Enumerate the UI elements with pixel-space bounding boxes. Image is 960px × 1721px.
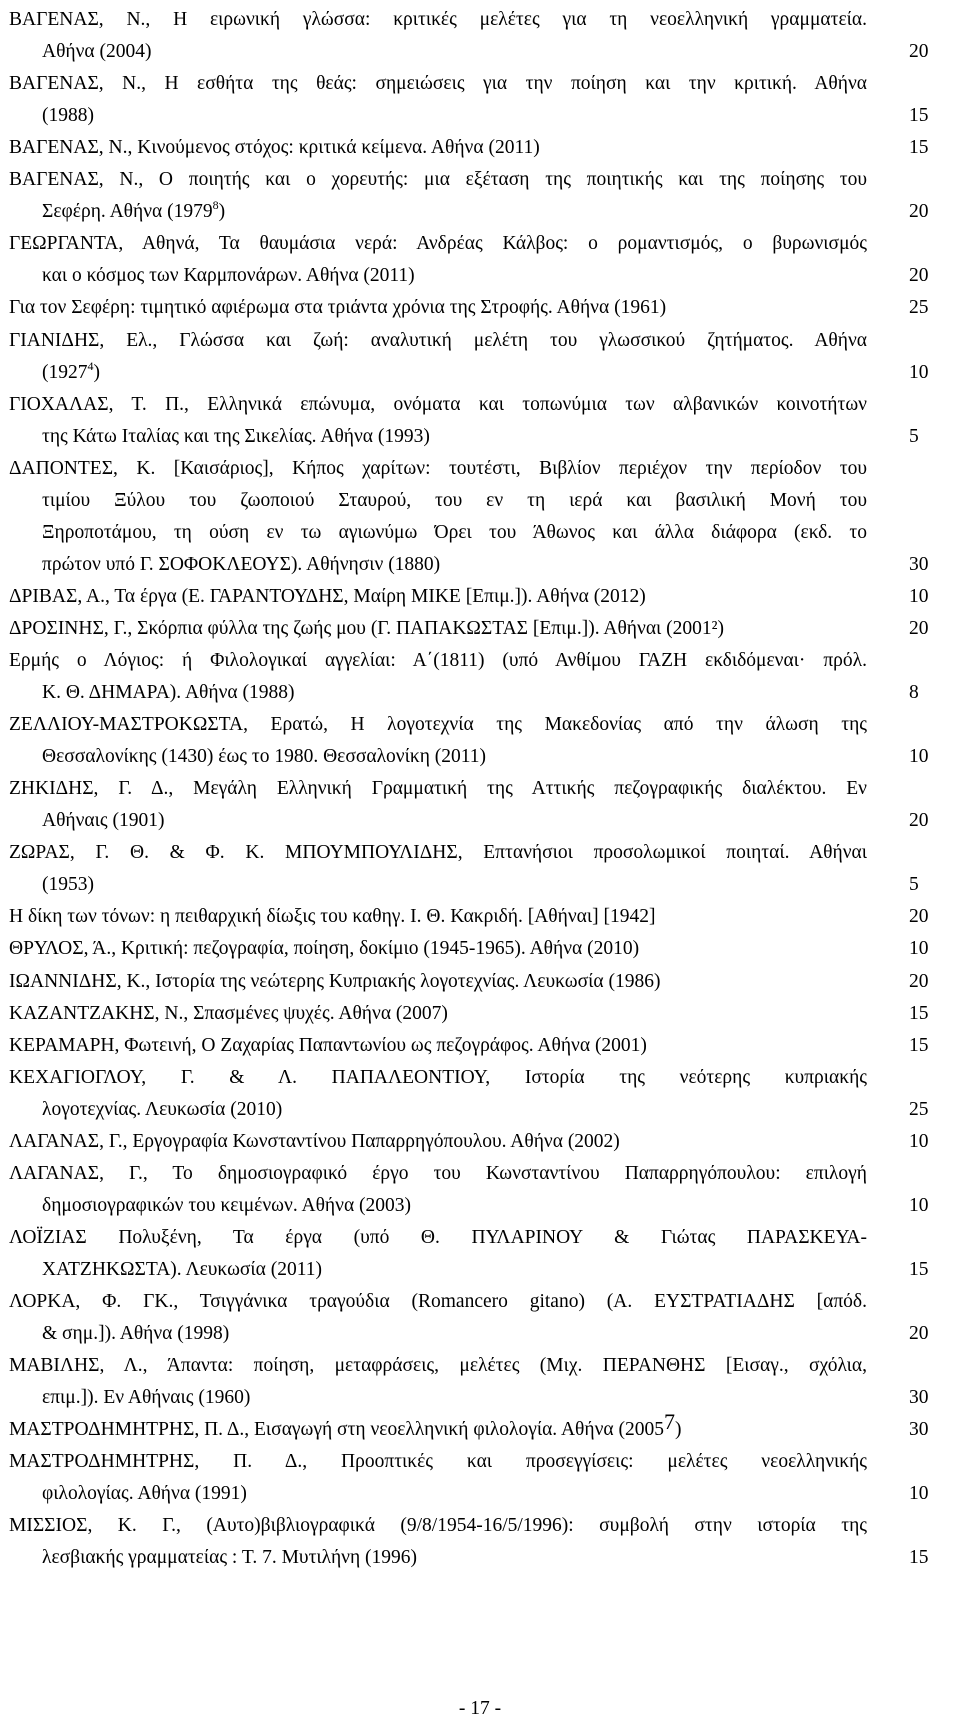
entry-suffix: ): [93, 361, 100, 383]
entry-first-line: [9, 1409, 682, 1447]
entry-continuation-line: [42, 1189, 411, 1223]
entry-continuation-line: [42, 1253, 322, 1287]
entry-first-line: [9, 1445, 867, 1479]
entry-text: ΔΑΠΟΝΤΕΣ, Κ. [Καισάριος], Κήπος χαρίτων: τουτέστι, Βιβλίον περιέχον την περίοδον του: [9, 457, 867, 479]
entry-first-line: [9, 612, 724, 646]
entry-price: 15: [909, 1547, 929, 1569]
entry-price: 15: [909, 1002, 929, 1024]
entry-price: 10: [909, 1194, 929, 1216]
entry-text: ΔΡΙΒΑΣ, Α., Τα έργα (Ε. ΓΑΡΑΝΤΟΥΔΗΣ, Μαίρη ΜΙΚΕ [Επιμ.]). Αθήνα (2012): [9, 585, 646, 607]
entry-text: ΖΗΚΙΔΗΣ, Γ. Δ., Μεγάλη Ελληνική Γραμματική της Αττικής πεζογραφικής διαλέκτου. Εν: [9, 778, 867, 800]
entry-text: της Κάτω Ιταλίας και της Σικελίας. Αθήνα (1993): [42, 425, 430, 447]
entry-text: Αθήνα (2004): [42, 41, 152, 63]
entry-text: ΖΕΛΛΙΟΥ-ΜΑΣΤΡΟΚΩΣΤΑ, Ερατώ, Η λογοτεχνία της Μακεδονίας από την άλωση της: [9, 714, 867, 736]
entry-first-line: [9, 900, 655, 934]
entry-price: 20: [909, 1323, 929, 1345]
entry-continuation-line: [42, 676, 294, 710]
entry-text: ΙΩΑΝΝΙΔΗΣ, Κ., Ιστορία της νεώτερης Κυπριακής λογοτεχνίας. Λευκωσία (1986): [9, 970, 661, 992]
entry-text: λεσβιακής γραμματείας : Τ. 7. Μυτιλήνη (1996): [42, 1547, 418, 1569]
entry-text: ΜΙΣΣΙΟΣ, Κ. Γ., (Αυτο)βιβλιογραφικά (9/8/1954-16/5/1996): συμβολή στην ιστορία της: [9, 1515, 867, 1537]
entry-price: 20: [909, 617, 929, 639]
entry-continuation-line: [42, 516, 867, 550]
entry-first-line: [9, 1509, 867, 1543]
entry-first-line: [9, 644, 867, 678]
entry-price: 20: [909, 201, 929, 223]
entry-text: Για τον Σεφέρη: τιμητικό αφιέρωμα στα τριάντα χρόνια της Στροφής. Αθήνα (1961): [9, 297, 667, 319]
entry-text: Σεφέρη. Αθήνα (1979: [42, 201, 213, 223]
entry-text: Ερμής ο Λόγιος: ή Φιλολογικαί αγγελίαι: Α΄(1811) (υπό Ανθίμου ΓΑΖΗ εκδιδόμεναι· πρόλ.: [9, 650, 867, 671]
entry-text: ΚΑΖΑΝΤΖΑΚΗΣ, Ν., Σπασμένες ψυχές. Αθήνα (2007): [9, 1002, 448, 1024]
entry-suffix: ): [675, 1419, 682, 1441]
entry-text: Κ. Θ. ΔΗΜΑΡΑ). Αθήνα (1988): [42, 682, 295, 704]
entry-first-line: [9, 67, 867, 101]
entry-first-line: [9, 388, 867, 422]
entry-first-line: [9, 3, 867, 37]
entry-price: 25: [909, 297, 929, 319]
entry-text: και ο κόσμος των Καρμπονάρων. Αθήνα (2011): [42, 265, 415, 287]
entry-first-line: [9, 131, 540, 165]
entry-text: (1988): [42, 105, 94, 127]
entry-price: 30: [909, 553, 929, 575]
entry-text: ΓΙΟΧΑΛΑΣ, Τ. Π., Ελληνικά επώνυμα, ονόματα και τοπωνύμια των αλβανικών κοινοτήτων: [9, 393, 867, 415]
entry-text: ΜΑΣΤΡΟΔΗΜΗΤΡΗΣ, Π. Δ., Εισαγωγή στη νεοελληνική φιλολογία. Αθήνα (2005: [9, 1419, 665, 1441]
entry-continuation-line: [42, 484, 867, 518]
entry-first-line: [9, 1157, 867, 1191]
entry-text: δημοσιογραφικών του κειμένων. Αθήνα (2003): [42, 1194, 412, 1216]
edition-superscript: 8: [212, 198, 219, 213]
entry-text: ΛΑΓΑΝΑΣ, Γ., Το δημοσιογραφικό έργο του Κωνσταντίνου Παπαρρηγόπουλου: επιλογή: [9, 1162, 867, 1184]
entry-continuation-line: [42, 99, 94, 133]
entry-continuation-line: [42, 1093, 282, 1127]
entry-continuation-line: [42, 420, 430, 454]
entry-text: Θεσσαλονίκης (1430) έως το 1980. Θεσσαλονίκη (2011): [42, 746, 487, 768]
entry-continuation-line: [42, 1541, 417, 1575]
entry-text: Ξηροποτάμου, τη ούση εν τω αγιωνύμω Όρει του Άθωνος και άλλα διάφορα (εκδ. το: [42, 521, 867, 543]
entry-first-line: [9, 1221, 867, 1255]
entry-price: 10: [909, 746, 929, 768]
entry-price: 5: [909, 425, 919, 447]
entry-price: 10: [909, 938, 929, 960]
entry-first-line: [9, 227, 867, 261]
entry-text: ΚΕΧΑΓΙΟΓΛΟΥ, Γ. & Λ. ΠΑΠΑΛΕΟΝΤΙΟΥ, Ιστορία της νεότερης κυπριακής: [9, 1066, 867, 1088]
entry-text: ΓΕΩΡΓΑΝΤΑ, Αθηνά, Τα θαυμάσια νερά: Ανδρέας Κάλβος: ο ρομαντισμός, ο βυρωνισμός: [9, 233, 867, 255]
entry-suffix: ): [218, 201, 226, 223]
entry-first-line: [9, 324, 867, 358]
entry-price: 20: [909, 265, 929, 287]
entry-text: (1927: [42, 361, 88, 383]
entry-text: ΒΑΓΕΝΑΣ, Ν., Η ειρωνική γλώσσα: κριτικές μελέτες για τη νεοελληνική γραμματεία.: [9, 9, 867, 30]
entry-text: ΘΡΥΛΟΣ, Ά., Κριτική: πεζογραφία, ποίηση, δοκίμιο (1945-1965). Αθήνα (2010): [9, 938, 640, 960]
entry-first-line: [9, 452, 867, 486]
edition-superscript: 7: [664, 1409, 676, 1435]
entry-text: (1953): [42, 874, 94, 896]
entry-text: ΖΩΡΑΣ, Γ. Θ. & Φ. Κ. ΜΠΟΥΜΠΟΥΛΙΔΗΣ, Επτανήσιοι προσολωμικοί ποιηταί. Αθήναι: [9, 842, 867, 864]
entry-price: 15: [909, 1034, 929, 1056]
entry-text: φιλολογίας. Αθήνα (1991): [42, 1483, 247, 1505]
entry-text: ΒΑΓΕΝΑΣ, Ν., Ο ποιητής και ο χορευτής: μια εξέταση της ποιητικής και της ποίησης του: [9, 169, 867, 191]
entry-first-line: [9, 1285, 867, 1319]
entry-text: Αθήναις (1901): [42, 810, 165, 832]
entry-text: πρώτον υπό Γ. ΣΟΦΟΚΛΕΟΥΣ). Αθήνησιν (1880): [42, 553, 441, 575]
entry-continuation-line: [42, 195, 225, 229]
entry-price: 15: [909, 137, 929, 159]
entry-first-line: [9, 291, 666, 325]
entry-first-line: [9, 1349, 867, 1383]
entry-first-line: [9, 163, 867, 197]
entry-text: ΜΑΣΤΡΟΔΗΜΗΤΡΗΣ, Π. Δ., Προοπτικές και προσεγγίσεις: μελέτες νεοελληνικής: [9, 1451, 867, 1473]
entry-first-line: [9, 836, 867, 870]
entry-continuation-line: [42, 356, 100, 390]
entry-price: 25: [909, 1098, 929, 1120]
entry-continuation-line: [42, 740, 486, 774]
entry-first-line: [9, 708, 867, 742]
entry-price: 8: [909, 682, 919, 704]
entry-continuation-line: [42, 1381, 250, 1415]
entry-text: ΓΙΑΝΙΔΗΣ, Ελ., Γλώσσα και ζωή: αναλυτική μελέτη του γλωσσικού ζητήματος. Αθήνα: [9, 329, 867, 351]
entry-price: 15: [909, 1258, 929, 1280]
entry-text: Η δίκη των τόνων: η πειθαρχική δίωξις του καθηγ. Ι. Θ. Κακριδή. [Αθήναι] [1942]: [9, 906, 656, 928]
entry-price: 15: [909, 105, 929, 127]
entry-first-line: [9, 965, 660, 999]
entry-continuation-line: [42, 804, 164, 838]
entry-continuation-line: [42, 1317, 229, 1351]
entry-text: ΛΟΡΚΑ, Φ. ΓΚ., Τσιγγάνικα τραγούδια (Romancero gitano) (Α. ΕΥΣΤΡΑΤΙΑΔΗΣ [απόδ.: [9, 1291, 867, 1312]
entry-price: 30: [909, 1419, 929, 1441]
entry-text: ΔΡΟΣΙΝΗΣ, Γ., Σκόρπια φύλλα της ζωής μου (Γ. ΠΑΠΑΚΩΣΤΑΣ [Επιμ.]). Αθήναι (2001²): [9, 617, 724, 639]
entry-price: 5: [909, 874, 919, 896]
entry-text: ΛΟΪΖΙΑΣ Πολυξένη, Τα έργα (υπό Θ. ΠΥΛΑΡΙΝΟΥ & Γιώτας ΠΑΡΑΣΚΕΥΑ-: [9, 1226, 867, 1248]
entry-text: ΜΑΒΙΛΗΣ, Λ., Άπαντα: ποίηση, μεταφράσεις, μελέτες (Μιχ. ΠΕΡΑΝΘΗΣ [Εισαγ., σχόλια,: [9, 1355, 867, 1377]
entry-text: & σημ.]). Αθήνα (1998): [42, 1323, 230, 1345]
entry-first-line: [9, 932, 639, 966]
entry-text: επιμ.]). Εν Αθήναις (1960): [42, 1387, 251, 1409]
entry-price: 20: [909, 810, 929, 832]
entry-continuation-line: [42, 868, 94, 902]
entry-text: τιμίου Ξύλου του ζωοποιού Σταυρού, του εν τη ιερά και βασιλική Μονή του: [42, 489, 867, 511]
page-number: - 17 -: [458, 1698, 502, 1719]
entry-price: 20: [909, 970, 929, 992]
entry-first-line: [9, 772, 867, 806]
entry-first-line: [9, 580, 646, 614]
entry-text: ΒΑΓΕΝΑΣ, Ν., Η εσθήτα της θεάς: σημειώσεις για την ποίηση και την κριτική. Αθήνα: [9, 73, 867, 95]
entry-text: ΚΕΡΑΜΑΡΗ, Φωτεινή, Ο Ζαχαρίας Παπαντωνίου ως πεζογράφος. Αθήνα (2001): [9, 1034, 647, 1056]
entry-price: 30: [909, 1387, 929, 1409]
entry-text: ΧΑΤΖΗΚΩΣΤΑ). Λευκωσία (2011): [42, 1258, 323, 1280]
entry-price: 10: [909, 361, 929, 383]
entry-price: 10: [909, 1483, 929, 1505]
entry-first-line: [9, 1029, 647, 1063]
entry-first-line: [9, 1125, 620, 1159]
entry-first-line: [9, 997, 448, 1031]
entry-continuation-line: [42, 1477, 247, 1511]
entry-price: 20: [909, 906, 929, 928]
entry-price: 20: [909, 41, 929, 63]
edition-superscript: 4: [87, 358, 94, 373]
entry-continuation-line: [42, 259, 415, 293]
entry-continuation-line: [42, 35, 152, 69]
entry-price: 10: [909, 1130, 929, 1152]
entry-text: λογοτεχνίας. Λευκωσία (2010): [42, 1098, 283, 1120]
entry-continuation-line: [42, 548, 440, 582]
entry-price: 10: [909, 585, 929, 607]
entry-first-line: [9, 1061, 867, 1095]
entry-text: ΛΑΓΑΝΑΣ, Γ., Εργογραφία Κωνσταντίνου Παπαρρηγόπουλου. Αθήνα (2002): [9, 1130, 620, 1152]
entry-text: ΒΑΓΕΝΑΣ, Ν., Κινούμενος στόχος: κριτικά κείμενα. Αθήνα (2011): [9, 137, 540, 159]
